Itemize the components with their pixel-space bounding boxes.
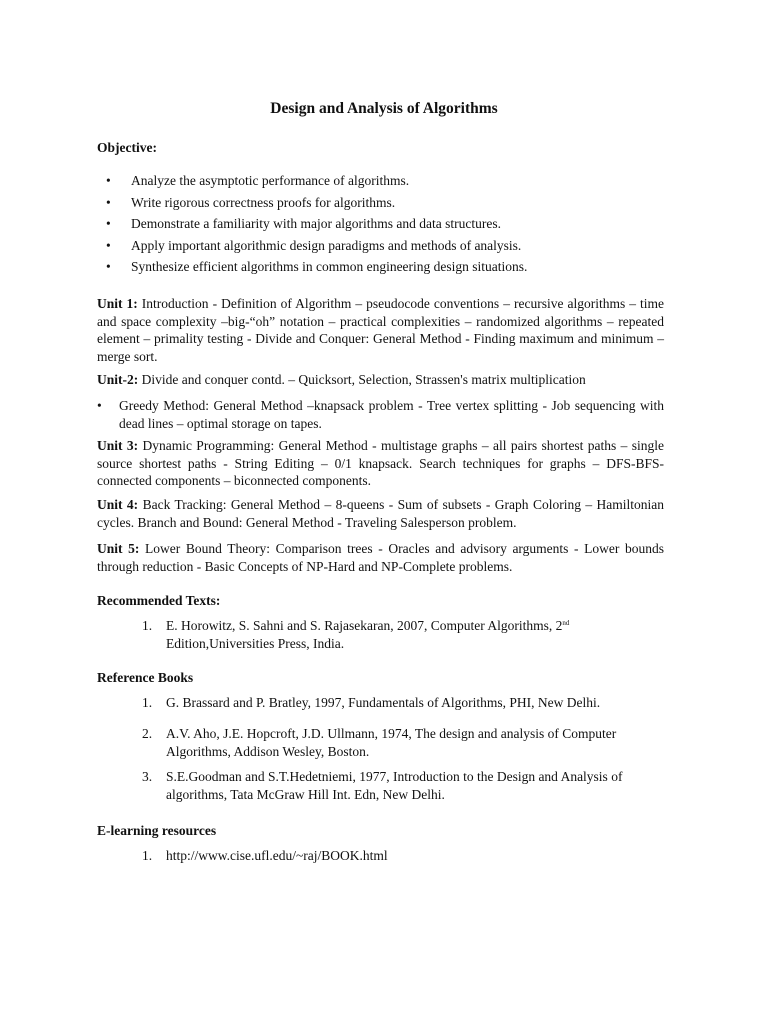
unit-2 — [97, 371, 664, 389]
item-number: 3. — [142, 769, 153, 784]
objective-list — [97, 172, 664, 280]
unit-4 — [97, 496, 664, 531]
item-number: 1. — [142, 618, 153, 633]
unit-1-text: Introduction - Definition of Algorithm – pseudocode conventions – recursive algorithms – time and space complexity –big-“oh” notation – practical complexities – randomized algorithms – repeated element – primality testing - Divide and Conquer: General Method - Finding maximum and minimum – merge sort. — [97, 296, 664, 364]
unit-5-label: Unit 5: — [97, 541, 140, 556]
objective-item: • Apply important algorithmic design paradigms and methods of analysis. — [97, 237, 664, 255]
document-title: Design and Analysis of Algorithms — [270, 100, 498, 117]
objective-item: • Analyze the asymptotic performance of algorithms. — [97, 172, 664, 190]
reference-item-text: S.E.Goodman and S.T.Hedetniemi, 1977, Introduction to the Design and Analysis of algorithms, Tata McGraw Hill Int. Edn, New Delhi. — [166, 769, 623, 802]
objective-heading: Objective: — [97, 140, 157, 155]
unit-3-label: Unit 3: — [97, 438, 139, 453]
unit-5-text: Lower Bound Theory: Comparison trees - Oracles and advisory arguments - Lower bounds through reduction - Basic Concepts of NP-Hard and NP-Complete problems. — [97, 541, 665, 574]
elearning-link[interactable]: http://www.cise.ufl.edu/~raj/BOOK.html — [166, 848, 388, 863]
unit-1 — [97, 295, 664, 365]
reference-item-text: G. Brassard and P. Bratley, 1997, Fundamentals of Algorithms, PHI, New Delhi. — [166, 695, 601, 710]
superscript: nd — [562, 619, 570, 627]
unit-2-bullet — [97, 397, 664, 432]
recommended-item-text-2: Edition,Universities Press, India. — [166, 635, 345, 651]
recommended-item — [142, 617, 632, 652]
item-number: 1. — [142, 695, 153, 710]
unit-2-label: Unit-2: — [97, 372, 139, 387]
objective-item: • Synthesize efficient algorithms in common engineering design situations. — [97, 258, 664, 276]
unit-1-label: Unit 1: — [97, 296, 138, 311]
reference-item — [142, 725, 617, 760]
unit-3 — [97, 437, 664, 490]
elearning-heading: E-learning resources — [97, 823, 217, 838]
objective-item: • Demonstrate a familiarity with major algorithms and data structures. — [97, 215, 664, 233]
unit-2-bullet-text: Greedy Method: General Method –knapsack problem - Tree vertex splitting - Job sequencing with dead lines – optimal storage on tapes. — [119, 398, 664, 431]
bullet-icon: • — [97, 398, 102, 413]
reference-item — [142, 694, 632, 712]
unit-5 — [97, 540, 664, 575]
elearning-item — [142, 847, 632, 865]
unit-3-text: Dynamic Programming: General Method - multistage graphs – all pairs shortest paths – single source shortest paths - String Editing – 0/1 knapsack. Search techniques for graphs – DFS-BFS-connected components – biconnected components. — [97, 438, 664, 488]
item-number: 1. — [142, 848, 153, 863]
reference-item-text: A.V. Aho, J.E. Hopcroft, J.D. Ullmann, 1974, The design and analysis of Computer Algorithms, Addison Wesley, Boston. — [166, 726, 617, 759]
reference-item — [142, 768, 632, 803]
unit-4-text: Back Tracking: General Method – 8-queens - Sum of subsets - Graph Coloring – Hamiltonian cycles. Branch and Bound: General Method - Traveling Salesperson problem. — [97, 497, 664, 530]
unit-4-label: Unit 4: — [97, 497, 139, 512]
reference-heading: Reference Books — [97, 670, 194, 685]
item-number: 2. — [142, 726, 153, 741]
objective-item: • Write rigorous correctness proofs for algorithms. — [97, 194, 664, 212]
recommended-item-text: E. Horowitz, S. Sahni and S. Rajasekaran, 2007, Computer Algorithms, 2 — [166, 618, 563, 633]
unit-2-text: Divide and conquer contd. – Quicksort, Selection, Strassen's matrix multiplication — [138, 372, 586, 387]
recommended-heading: Recommended Texts: — [97, 593, 221, 608]
